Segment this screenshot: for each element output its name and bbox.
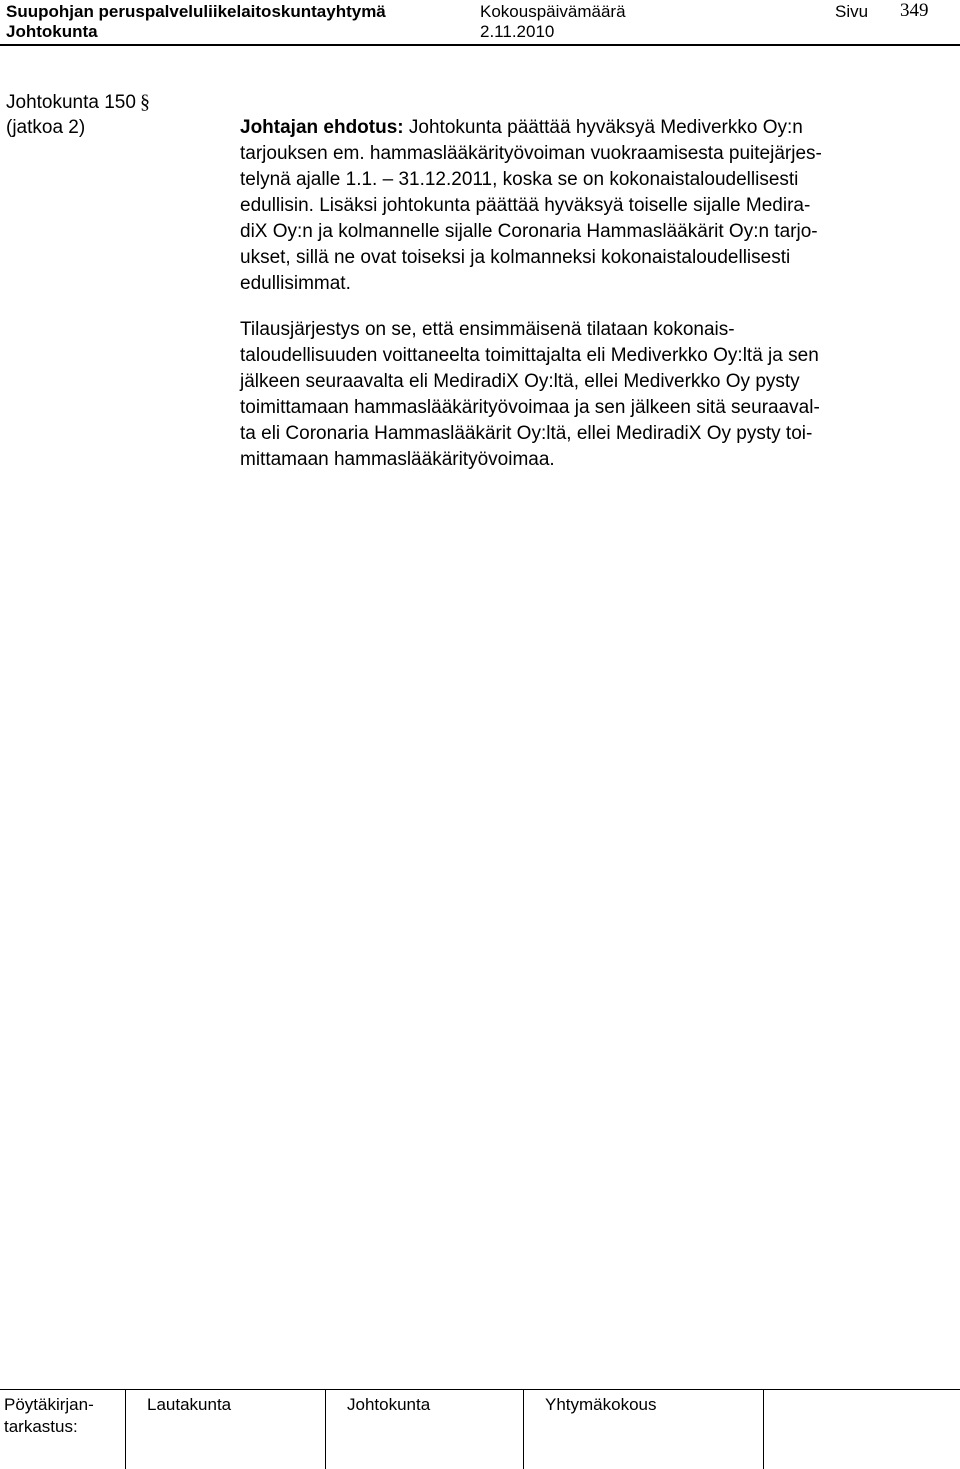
text-line: Tilausjärjestys on se, että ensimmäisenä tilataan kokonais- (240, 319, 735, 340)
footer-board-label: Lautakunta (147, 1395, 232, 1414)
proposal-paragraph (240, 115, 930, 297)
footer-divider (523, 1390, 524, 1469)
footer-assembly-label: Yhtymäkokous (545, 1395, 657, 1414)
footer-directors-label: Johtokunta (347, 1395, 431, 1414)
footer-review-cell (4, 1390, 120, 1469)
footer-divider (325, 1390, 326, 1469)
text-line: jälkeen seuraavalta eli MediradiX Oy:ltä, ellei Mediverkko Oy pysty (240, 371, 800, 392)
agenda-item (6, 89, 150, 116)
section-sign: § (139, 91, 150, 113)
page-label: Sivu (835, 2, 869, 21)
text-line: tarjouksen em. hammaslääkärityövoiman vuokraamisesta puitejärjes- (240, 143, 822, 164)
footer-board-cell (147, 1390, 317, 1469)
text-line: edullisin. Lisäksi johtokunta päättää hyväksyä toiselle sijalle Medira- (240, 195, 811, 216)
review-label: Pöytäkirjan- tarkastus: (4, 1395, 94, 1436)
order-paragraph (240, 317, 930, 473)
text-line: taloudellisuuden voittaneelta toimittajalta eli Mediverkko Oy:ltä ja sen (240, 345, 819, 366)
text-line: telynä ajalle 1.1. – 31.12.2011, koska se on kokonaistaloudellisesti (240, 169, 799, 190)
body-name: Johtokunta (6, 22, 98, 41)
text-line: mittamaan hammaslääkärityövoimaa. (240, 449, 555, 470)
text-line: edullisimmat. (240, 273, 351, 294)
organization-name: Suupohjan peruspalveluliikelaitoskuntayhtymä (6, 2, 386, 21)
page-header (0, 0, 960, 46)
proposal-lead: Johtajan ehdotus: (240, 117, 404, 138)
text-line: ta eli Coronaria Hammaslääkärit Oy:ltä, ellei MediradiX Oy pysty toi- (240, 423, 813, 444)
text-line: ukset, sillä ne ovat toiseksi ja kolmanneksi kokonaistaloudellisesti (240, 247, 791, 268)
footer-divider (763, 1390, 764, 1469)
document-body (240, 115, 930, 493)
text-line: diX Oy:n ja kolmannelle sijalle Coronaria Hammaslääkärit Oy:n tarjo- (240, 221, 818, 242)
footer-directors-cell (347, 1390, 517, 1469)
agenda-item-label: Johtokunta 150 (6, 92, 136, 113)
continuation-label: (jatkoa 2) (6, 117, 86, 138)
footer-divider (125, 1390, 126, 1469)
footer-assembly-cell (545, 1390, 745, 1469)
text-line: Johtajan ehdotus: Johtokunta päättää hyväksyä Mediverkko Oy:n (240, 117, 803, 138)
page-number: 349 (900, 0, 929, 21)
text-line: toimittamaan hammaslääkärityövoimaa ja sen jälkeen sitä seuraaval- (240, 397, 820, 418)
header-rule (0, 44, 960, 46)
date-label: Kokouspäivämäärä (480, 2, 626, 21)
meeting-date: 2.11.2010 (480, 22, 555, 41)
